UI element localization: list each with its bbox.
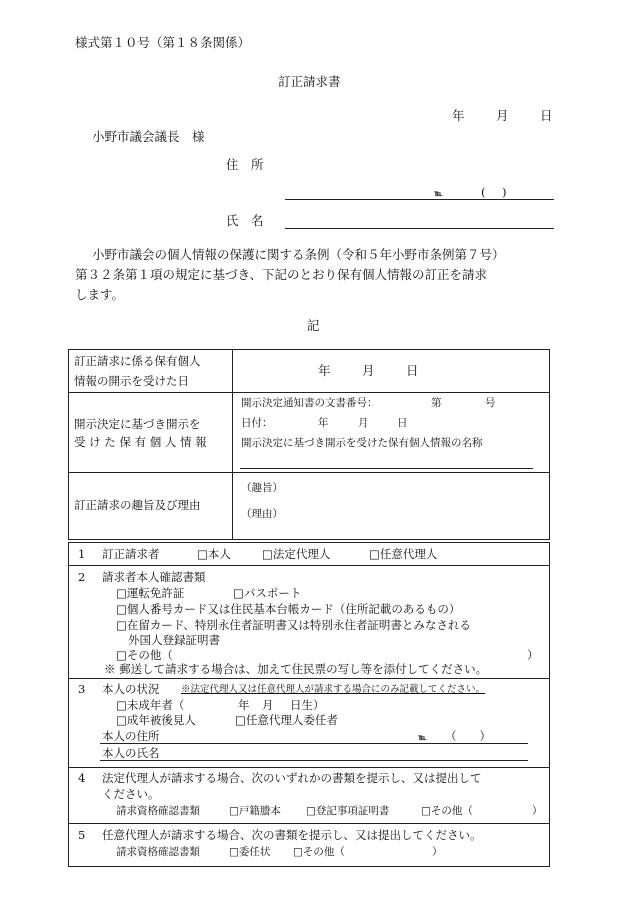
principal-tel-paren: （ ） bbox=[445, 729, 491, 743]
minor-birth-year: 年 bbox=[238, 698, 250, 712]
section4-line-1: 法定代理人が請求する場合、次のいずれかの書類を提示し、又は提出して bbox=[102, 771, 482, 785]
principal-name-label: 本人の氏名 bbox=[102, 746, 160, 760]
section3-label: 本人の状況 bbox=[102, 682, 160, 696]
section1-number: 1 bbox=[78, 547, 86, 561]
requester-self-checkbox[interactable]: □本人 bbox=[197, 547, 231, 561]
legal-rep-other-close-paren: ） bbox=[532, 805, 543, 817]
section5-line-1: 任意代理人が請求する場合、次の書類を提示し、又は提出してください。 bbox=[102, 828, 482, 842]
notice-doc-number-label: 開示決定通知書の文書番号： bbox=[241, 397, 378, 409]
other-id-close-paren: ） bbox=[527, 648, 539, 662]
address-label: 住 所 bbox=[226, 157, 264, 172]
adult-ward-checkbox[interactable]: □成年被後見人 bbox=[116, 713, 196, 727]
principal-tel-label: ℡ bbox=[418, 732, 426, 742]
table2-divider-4 bbox=[68, 823, 549, 824]
mynumber-card-checkbox[interactable]: □個人番号カード又は住民基本台帳カード（住所記載のあるもの） bbox=[116, 602, 461, 616]
date-year-label: 年 bbox=[452, 108, 465, 123]
name-label: 氏 名 bbox=[226, 213, 264, 228]
requester-legal-rep-checkbox[interactable]: □法定代理人 bbox=[262, 547, 331, 561]
legal-rep-docs-label: 請求資格確認書類 bbox=[116, 805, 200, 817]
principal-name-field[interactable] bbox=[100, 760, 528, 761]
family-register-checkbox[interactable]: □戸籍謄本 bbox=[229, 805, 281, 817]
section3-note: ※法定代理人又は任意代理人が請求する場合にのみ記載してください。 bbox=[181, 684, 486, 695]
table1-column-divider bbox=[232, 349, 233, 539]
disclosed-info-label-1: 開示決定に基づき開示を bbox=[74, 417, 201, 431]
form-number: 様式第１０号（第１８条関係） bbox=[75, 35, 251, 50]
minor-birth-month: 月 bbox=[262, 698, 274, 712]
section2-number: 2 bbox=[78, 570, 86, 584]
drivers-license-checkbox[interactable]: □運転免許証 bbox=[116, 586, 185, 600]
requester-voluntary-rep-checkbox[interactable]: □任意代理人 bbox=[369, 547, 438, 561]
table2-divider-2 bbox=[68, 678, 549, 679]
table1-row-divider-1 bbox=[68, 392, 549, 393]
notice-dai-label: 第 bbox=[431, 397, 442, 409]
name-field[interactable] bbox=[285, 228, 554, 229]
registry-certificate-checkbox[interactable]: □登記事項証明書 bbox=[306, 805, 390, 817]
disclosed-info-name-field[interactable] bbox=[240, 468, 533, 469]
other-id-checkbox[interactable]: □その他（ bbox=[116, 648, 173, 662]
purpose-label: （趣旨） bbox=[241, 482, 283, 494]
passport-checkbox[interactable]: □パスポート bbox=[233, 586, 302, 600]
tel-label: ℡ bbox=[434, 188, 442, 198]
legal-rep-other-checkbox[interactable]: □その他（ bbox=[421, 805, 473, 817]
section1-label: 訂正請求者 bbox=[102, 547, 160, 561]
residence-card-line-2: 外国人登録証明書 bbox=[128, 633, 220, 647]
notice-date-month: 月 bbox=[358, 417, 369, 429]
intro-line-2: 第３２条第１項の規定に基づき、下記のとおり保有個人情報の訂正を請求 bbox=[75, 267, 488, 282]
table1-row-divider-2 bbox=[68, 472, 549, 473]
disclosure-date-label-1: 訂正請求に係る保有個人 bbox=[74, 354, 201, 368]
disclosure-date-year: 年 bbox=[318, 363, 331, 378]
section3-number: 3 bbox=[78, 682, 86, 696]
principal-checkbox[interactable]: □任意代理人委任者 bbox=[235, 713, 338, 727]
disclosed-info-label-2: 受 け た 保 有 個 人 情 報 bbox=[74, 435, 207, 449]
addressee: 小野市議会議長 様 bbox=[92, 129, 205, 144]
disclosure-date-day: 日 bbox=[406, 363, 419, 378]
notice-date-label: 日付： bbox=[241, 417, 273, 429]
principal-address-label: 本人の住所 bbox=[102, 729, 160, 743]
reason-label: （理由） bbox=[241, 508, 283, 520]
intro-line-3: します。 bbox=[75, 287, 125, 302]
purpose-reason-label: 訂正請求の趣旨及び理由 bbox=[74, 498, 201, 512]
tel-paren-open: ( bbox=[481, 185, 486, 199]
principal-address-field[interactable] bbox=[100, 743, 528, 744]
table2-divider-3 bbox=[68, 767, 549, 768]
minor-birth-day: 日生） bbox=[290, 698, 325, 712]
residence-card-checkbox[interactable]: □在留カード、特別永住者証明書又は特別永住者証明書とみなされる bbox=[116, 618, 471, 632]
minor-checkbox[interactable]: □未成年者（ bbox=[116, 698, 185, 712]
section4-line-2: ください。 bbox=[102, 787, 160, 801]
voluntary-rep-docs-label: 請求資格確認書類 bbox=[116, 846, 200, 858]
section4-number: 4 bbox=[78, 771, 86, 785]
intro-line-1: 小野市議会の個人情報の保護に関する条例（令和５年小野市条例第７号） bbox=[92, 247, 505, 262]
section2-label: 請求者本人確認書類 bbox=[102, 570, 206, 584]
power-of-attorney-checkbox[interactable]: □委任状 bbox=[229, 846, 271, 858]
date-month-label: 月 bbox=[496, 108, 509, 123]
disclosure-date-label-2: 情報の開示を受けた日 bbox=[74, 374, 189, 388]
table2-divider-1 bbox=[68, 565, 549, 566]
page-title: 訂正請求書 bbox=[278, 74, 341, 89]
disclosed-info-name-label: 開示決定に基づき開示を受けた保有個人情報の名称 bbox=[241, 437, 483, 449]
date-day-label: 日 bbox=[540, 108, 553, 123]
voluntary-rep-other-checkbox[interactable]: □その他（ bbox=[293, 846, 345, 858]
section5-number: 5 bbox=[78, 828, 86, 842]
notice-go-label: 号 bbox=[485, 397, 496, 409]
disclosure-date-month: 月 bbox=[362, 363, 375, 378]
tel-paren-close: ) bbox=[502, 185, 507, 199]
address-field[interactable] bbox=[285, 199, 554, 200]
ki-heading: 記 bbox=[307, 318, 320, 333]
notice-date-year: 年 bbox=[318, 417, 329, 429]
notice-date-day: 日 bbox=[397, 417, 408, 429]
mail-note: ※ 郵送して請求する場合は、加えて住民票の写し等を添付してください。 bbox=[104, 662, 488, 676]
voluntary-rep-other-close-paren: ） bbox=[432, 846, 443, 858]
